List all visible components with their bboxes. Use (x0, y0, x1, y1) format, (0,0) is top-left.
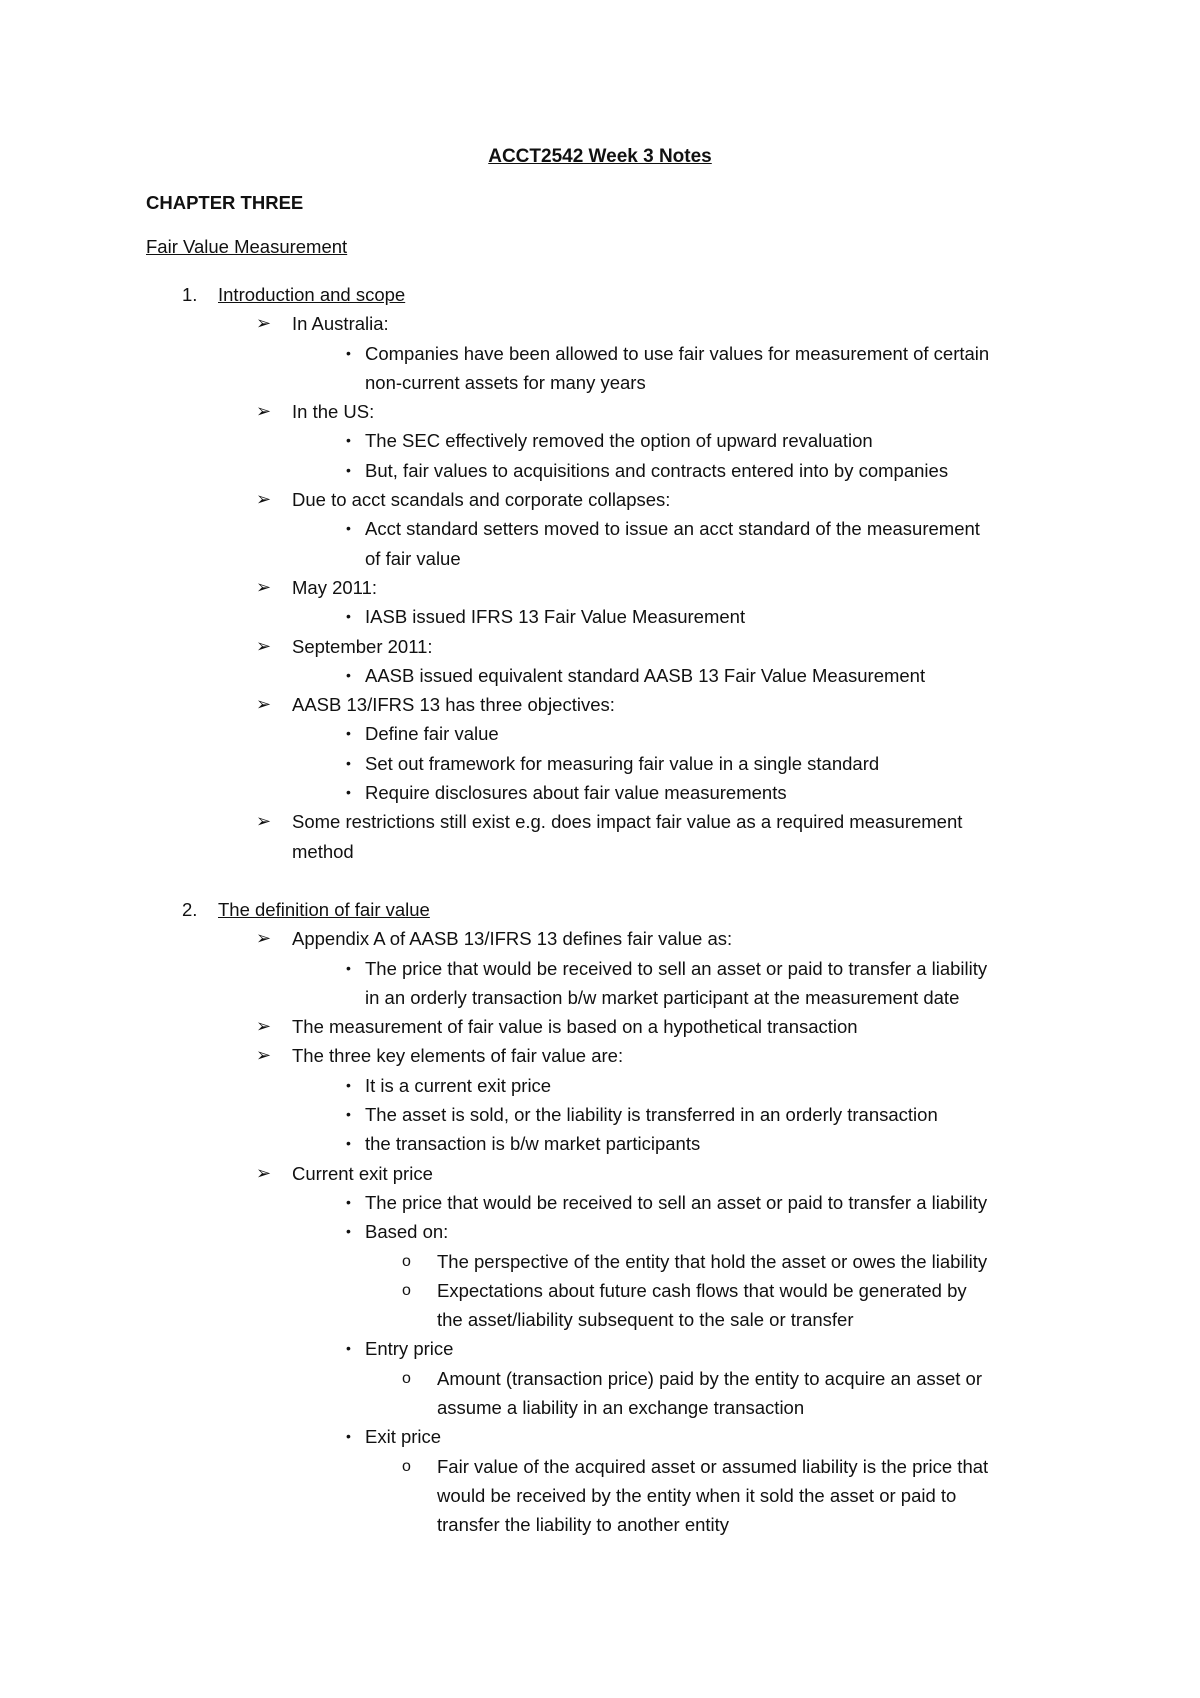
level2-text: It is a current exit price (365, 1074, 552, 1096)
list-item (0, 1510, 1200, 1539)
level2-text: Based on: (365, 1221, 449, 1243)
dot-bullet-icon: • (346, 1340, 351, 1357)
list-item (0, 749, 1200, 778)
list-item (0, 1129, 1200, 1158)
dot-bullet-icon: • (346, 432, 351, 449)
notes-content (0, 280, 1200, 1539)
list-number: 1. (182, 284, 198, 305)
list-item (0, 426, 1200, 455)
level3-text: transfer the liability to another entity (437, 1514, 730, 1536)
level1-text: Appendix A of AASB 13/IFRS 13 defines fair value as: (292, 928, 733, 950)
list-item (0, 1188, 1200, 1217)
list-item (0, 895, 1200, 924)
list-item (0, 1041, 1200, 1070)
level1-text: Current exit price (292, 1162, 433, 1184)
level1-text: May 2011: (292, 576, 378, 598)
list-item (0, 397, 1200, 426)
level1-text: September 2011: (292, 635, 433, 657)
level3-text: the asset/liability subsequent to the sale or transfer (437, 1309, 854, 1331)
level2-text: Require disclosures about fair value measurements (365, 782, 787, 804)
list-item (0, 1159, 1200, 1188)
chapter-heading: CHAPTER THREE (146, 192, 304, 213)
level3-text: The perspective of the entity that hold the asset or owes the liability (437, 1250, 988, 1272)
list-item (0, 690, 1200, 719)
dot-bullet-icon: • (346, 754, 351, 771)
arrow-bullet-icon: ➢ (256, 635, 272, 656)
level3-text: would be received by the entity when it sold the asset or paid to (437, 1484, 957, 1506)
level1-text: AASB 13/IFRS 13 has three objectives: (292, 694, 615, 716)
level2-text: Set out framework for measuring fair value in a single standard (365, 752, 880, 774)
level2-text: The price that would be received to sell an asset or paid to transfer a liability (365, 1191, 988, 1213)
list-item (0, 368, 1200, 397)
list-item (0, 954, 1200, 983)
level1-text: Some restrictions still exist e.g. does impact fair value as a required measurement (292, 811, 963, 833)
level1-text: The three key elements of fair value are: (292, 1045, 624, 1067)
list-number: 2. (182, 898, 198, 920)
list-item (0, 719, 1200, 748)
arrow-bullet-icon: ➢ (256, 401, 272, 422)
list-item (0, 1100, 1200, 1129)
list-item (0, 837, 1200, 866)
dot-bullet-icon: • (346, 1428, 351, 1445)
list-item (0, 807, 1200, 836)
list-item (0, 1276, 1200, 1305)
list-item (0, 1364, 1200, 1393)
level2-text: Companies have been allowed to use fair values for measurement of certain (365, 342, 990, 364)
list-item (0, 1247, 1200, 1276)
level1-text: method (292, 840, 354, 862)
dot-bullet-icon: • (346, 608, 351, 625)
list-item (0, 1217, 1200, 1246)
list-item (0, 778, 1200, 807)
list-item (0, 1393, 1200, 1422)
level2-text: But, fair values to acquisitions and contracts entered into by companies (365, 459, 949, 481)
list-item (0, 514, 1200, 543)
level1-text: In the US: (292, 401, 375, 423)
list-item (0, 456, 1200, 485)
dot-bullet-icon: • (346, 666, 351, 683)
dot-bullet-icon: • (346, 784, 351, 801)
level2-text: AASB issued equivalent standard AASB 13 Fair Value Measurement (365, 664, 926, 686)
list-item (0, 661, 1200, 690)
list-item (0, 983, 1200, 1012)
dot-bullet-icon: • (346, 520, 351, 537)
list-item (0, 1481, 1200, 1510)
level3-text: Expectations about future cash flows that would be generated by (437, 1279, 967, 1301)
list-item (0, 1334, 1200, 1363)
dot-bullet-icon: • (346, 1076, 351, 1093)
arrow-bullet-icon: ➢ (256, 489, 272, 510)
dot-bullet-icon: • (346, 1135, 351, 1152)
list-item (0, 485, 1200, 514)
level2-text: Acct standard setters moved to issue an acct standard of the measurement (365, 518, 980, 540)
circle-bullet-icon: o (402, 1369, 411, 1387)
level1-text: The measurement of fair value is based on a hypothetical transaction (292, 1016, 858, 1038)
section-heading: Fair Value Measurement (146, 236, 348, 257)
list-item (0, 573, 1200, 602)
dot-bullet-icon: • (346, 344, 351, 361)
dot-bullet-icon: • (346, 1223, 351, 1240)
list-item (0, 924, 1200, 953)
document-title: ACCT2542 Week 3 Notes (488, 146, 712, 167)
level3-text: Fair value of the acquired asset or assumed liability is the price that (437, 1455, 989, 1477)
list-item (0, 632, 1200, 661)
level2-text: Exit price (365, 1426, 442, 1448)
level2-text: non-current assets for many years (365, 371, 646, 393)
arrow-bullet-icon: ➢ (256, 811, 272, 832)
arrow-bullet-icon: ➢ (256, 928, 272, 949)
numbered-heading: The definition of fair value (218, 898, 430, 920)
list-item (0, 309, 1200, 338)
list-item (0, 1422, 1200, 1451)
level2-text: in an orderly transaction b/w market participant at the measurement date (365, 986, 960, 1008)
list-item (0, 1071, 1200, 1100)
dot-bullet-icon: • (346, 1193, 351, 1210)
level2-text: Define fair value (365, 723, 499, 745)
level3-text: Amount (transaction price) paid by the entity to acquire an asset or (437, 1367, 983, 1389)
list-item (0, 602, 1200, 631)
list-item (0, 339, 1200, 368)
level1-text: In Australia: (292, 313, 389, 335)
arrow-bullet-icon: ➢ (256, 1045, 272, 1066)
level2-text: Entry price (365, 1338, 454, 1360)
circle-bullet-icon: o (402, 1281, 411, 1299)
level1-text: Due to acct scandals and corporate collapses: (292, 489, 671, 511)
list-item (0, 1012, 1200, 1041)
numbered-heading: Introduction and scope (218, 284, 406, 305)
dot-bullet-icon: • (346, 959, 351, 976)
list-item (0, 544, 1200, 573)
dot-bullet-icon: • (346, 461, 351, 478)
circle-bullet-icon: o (402, 1457, 411, 1475)
arrow-bullet-icon: ➢ (256, 1016, 272, 1037)
dot-bullet-icon: • (346, 725, 351, 742)
level2-text: The SEC effectively removed the option of upward revaluation (365, 430, 873, 452)
list-item (0, 1452, 1200, 1481)
level2-text: the transaction is b/w market participants (365, 1133, 701, 1155)
arrow-bullet-icon: ➢ (256, 694, 272, 715)
level2-text: The asset is sold, or the liability is transferred in an orderly transaction (365, 1104, 938, 1126)
level2-text: The price that would be received to sell an asset or paid to transfer a liability (365, 957, 988, 979)
arrow-bullet-icon: ➢ (256, 1162, 272, 1183)
level2-text: of fair value (365, 547, 461, 569)
dot-bullet-icon: • (346, 1106, 351, 1123)
level3-text: assume a liability in an exchange transaction (437, 1396, 805, 1418)
list-item (0, 1305, 1200, 1334)
spacer (0, 866, 1200, 895)
arrow-bullet-icon: ➢ (256, 576, 272, 597)
level2-text: IASB issued IFRS 13 Fair Value Measurement (365, 606, 746, 628)
circle-bullet-icon: o (402, 1252, 411, 1270)
arrow-bullet-icon: ➢ (256, 313, 272, 334)
list-item (0, 280, 1200, 309)
